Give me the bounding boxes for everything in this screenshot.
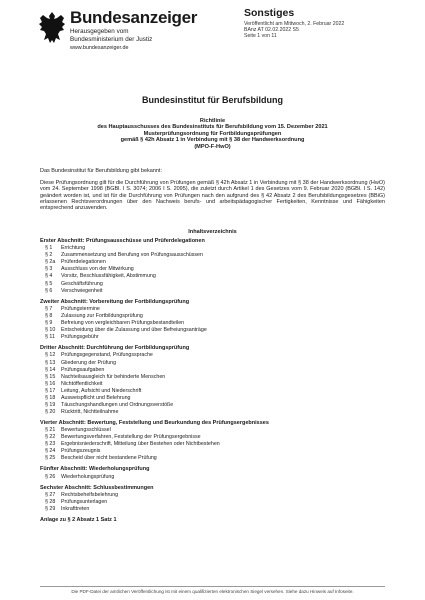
toc-entry[interactable]	[45, 360, 385, 367]
toc-entry[interactable]	[45, 395, 385, 402]
toc-entry-title: Täuschungshandlungen und Ordnungsverstöße	[61, 401, 174, 408]
toc-entry[interactable]	[45, 474, 385, 481]
toc-entry-title: Leitung, Aufsicht und Niederschrift	[61, 387, 142, 394]
toc-entry-number: § 3	[45, 266, 53, 273]
toc-section-heading: Zweiter Abschnitt: Vorbereitung der Fortbildungsprüfung	[40, 298, 190, 305]
toc-entry-number: § 24	[45, 448, 56, 455]
toc-entry-number: § 1	[45, 245, 53, 252]
toc-entry[interactable]	[45, 499, 385, 506]
toc-entry-number: § 25	[45, 455, 56, 462]
toc-annex[interactable]: Anlage zu § 2 Absatz 1 Satz 1	[40, 517, 117, 524]
toc-entry-number: § 5	[45, 280, 53, 287]
toc-entry[interactable]	[45, 266, 385, 273]
title-line: Musterprüfungsordnung für Fortbildungsprüfungen	[143, 130, 282, 137]
toc-entry-title: Ergebnisniederschrift, Mitteilung über Bestehen oder Nichtbestehen	[61, 441, 220, 448]
footer-note: Die PDF-Datei der amtlichen Veröffentlichung ist mit einem qualifizierten elektronischen Siegel versehen. Siehe dazu Hinweis auf Infoseite.	[71, 589, 354, 594]
scope-paragraph: Diese Prüfungsordnung gilt für die Durchführung von Prüfungen gemäß § 42h Absatz 1 in Verbindung mit § 38 der Handwerksordnung (HwO) vom 24. September 1998 (BGBl. I S. 3074; 2006 I S. 2095), die zuletzt durch Artikel 1 des Gesetzes vom 9. Februar 2020 (BGBl. I S. 142) geändert worden ist, und ist für die Durchführung von Prüfungen nach den aufgrund des § 42 Absatz 2 des Berufsbildungsgesetzes (BBiG) erlassenen Rechtsverordnungen über den Nachweis berufs- und arbeitspädagogischer Fertigkeiten, Kenntnisse und Fähigkeiten entsprechend anzuwenden.	[40, 180, 385, 212]
toc-entry-number: § 15	[45, 373, 56, 380]
toc-section-heading: Sechster Abschnitt: Schlussbestimmungen	[40, 484, 154, 491]
toc-entry-title: Befreiung von vergleichbaren Prüfungsbestandteilen	[61, 320, 185, 327]
toc-entry[interactable]	[45, 448, 385, 455]
federal-eagle-logo	[38, 10, 66, 46]
toc-entry-title: Prüferdelegationen	[61, 259, 106, 266]
toc-entry[interactable]	[45, 288, 385, 295]
toc-entry-number: § 4	[45, 273, 53, 280]
toc-entry[interactable]	[45, 427, 385, 434]
toc-entry-title: Wiederholungsprüfung	[61, 473, 115, 480]
toc-entry-title: Zusammensetzung und Berufung von Prüfungsausschüssen	[61, 252, 203, 259]
toc-entry[interactable]	[45, 259, 385, 266]
brand-url-link[interactable]: www.bundesanzeiger.de	[70, 45, 129, 52]
toc-entry[interactable]	[45, 455, 385, 462]
toc-entry-title: Prüfungsgegenstand, Prüfungssprache	[61, 352, 153, 359]
title-line: des Hauptausschusses des Bundesinstituts für Berufsbildung vom 15. Dezember 2021	[97, 124, 328, 131]
toc-section-heading: Erster Abschnitt: Prüfungsausschüsse und Prüferdelegationen	[40, 238, 205, 244]
toc-entry-number: § 9	[45, 320, 53, 327]
brand-title: Bundesanzeiger	[70, 8, 198, 27]
toc-entry[interactable]	[45, 245, 385, 252]
page-indicator: Seite 1 von 11	[244, 33, 277, 40]
toc-entry-title: Geschäftsführung	[61, 280, 103, 287]
toc-entry-number: § 21	[45, 427, 56, 434]
toc-entry-title: Prüfungsaufgaben	[61, 366, 105, 373]
toc-entry-number: § 23	[45, 441, 56, 448]
toc-entry-number: § 2a	[45, 259, 56, 266]
toc-entry[interactable]	[45, 273, 385, 280]
toc-entry-number: § 10	[45, 327, 56, 334]
document-title	[40, 118, 385, 150]
toc-entry-title: Bescheid über nicht bestandene Prüfung	[61, 455, 157, 462]
toc-entry-title: Prüfungsunterlagen	[61, 499, 108, 506]
toc-entry[interactable]	[45, 402, 385, 409]
intro-text: Das Bundesinstitut für Berufsbildung gibt bekannt:	[40, 168, 162, 174]
toc-entry-title: Rechtsbehelfsbelehrung	[61, 492, 119, 499]
toc-entry-number: § 22	[45, 434, 56, 441]
toc-entry-number: § 28	[45, 499, 56, 506]
toc-entry-title: Nachteilsausgleich für behinderte Menschen	[61, 373, 166, 380]
title-line: gemäß § 42h Absatz 1 in Verbindung mit § 38 der Handwerksordnung	[120, 137, 305, 144]
table-of-contents	[40, 238, 385, 524]
toc-heading: Inhaltsverzeichnis	[188, 229, 237, 235]
toc-entry[interactable]	[45, 381, 385, 388]
toc-entry-title: Ausschluss von der Mitwirkung	[61, 266, 134, 273]
issuer-heading: Bundesinstitut für Berufsbildung	[142, 95, 283, 105]
toc-entry-number: § 26	[45, 473, 56, 480]
toc-entry-title: Bewertungsverfahren, Feststellung der Prüfungsergebnisse	[61, 434, 201, 441]
toc-entry-title: Inkrafttreten	[61, 506, 90, 513]
toc-entry-number: § 2	[45, 252, 53, 259]
toc-entry-number: § 17	[45, 387, 56, 394]
publication-reference: BAnz AT 02.02.2022 S5	[244, 27, 299, 34]
brand-block	[70, 9, 197, 52]
toc-entry[interactable]	[45, 320, 385, 327]
toc-section-heading: Dritter Abschnitt: Durchführung der Fortbildungsprüfung	[40, 345, 190, 352]
publication-meta	[244, 7, 404, 40]
toc-entry-number: § 27	[45, 492, 56, 499]
toc-section-heading: Vierter Abschnitt: Bewertung, Feststellung und Beurkundung des Prüfungsergebnisses	[40, 419, 269, 426]
toc-entry-title: Rücktritt, Nichtteilnahme	[61, 408, 119, 415]
toc-entry-title: Zulassung zur Fortbildungsprüfung	[61, 312, 143, 319]
title-line: (MPO-F-HwO)	[194, 143, 231, 150]
toc-entry-title: Bewertungsschlüssel	[61, 427, 111, 434]
toc-entry-number: § 8	[45, 312, 53, 319]
toc-entry-number: § 11	[45, 334, 55, 341]
toc-entry-title: Ausweispflicht und Belehrung	[61, 394, 131, 401]
toc-entry[interactable]	[45, 252, 385, 259]
toc-entry[interactable]	[45, 327, 385, 334]
toc-entry[interactable]	[45, 306, 385, 313]
category-label: Sonstiges	[244, 7, 295, 19]
publication-date: Veröffentlicht am Mittwoch, 2. Februar 2022	[244, 21, 345, 27]
toc-entry-title: Vorsitz, Beschlussfähigkeit, Abstimmung	[61, 273, 156, 280]
toc-entry[interactable]	[45, 492, 385, 499]
toc-entry-number: § 14	[45, 366, 56, 373]
toc-entry[interactable]	[45, 352, 385, 359]
toc-entry-title: Verschwiegenheit	[61, 287, 103, 294]
toc-entry-number: § 16	[45, 380, 56, 387]
toc-entry-number: § 20	[45, 408, 56, 415]
toc-entry-number: § 7	[45, 305, 53, 312]
toc-entry[interactable]	[45, 506, 385, 513]
toc-entry[interactable]	[45, 334, 385, 341]
toc-entry[interactable]	[45, 313, 385, 320]
toc-entry[interactable]	[45, 409, 385, 416]
toc-entry-title: Gliederung der Prüfung	[61, 359, 117, 366]
footer-divider	[40, 586, 385, 587]
toc-section-heading: Fünfter Abschnitt: Wiederholungsprüfung	[40, 466, 150, 473]
toc-entry-title: Prüfungsgebühr	[61, 334, 99, 341]
toc-entry-title: Nichtöffentlichkeit	[61, 380, 103, 387]
toc-entry-number: § 19	[45, 401, 56, 408]
toc-entry[interactable]	[45, 388, 385, 395]
toc-entry[interactable]	[45, 434, 385, 441]
toc-entry-number: § 18	[45, 394, 56, 401]
toc-entry-number: § 12	[45, 352, 56, 359]
title-line: Richtlinie	[199, 118, 226, 124]
toc-entry[interactable]	[45, 374, 385, 381]
brand-subtitle-2: Bundesministerium der Justiz	[70, 36, 153, 44]
toc-entry[interactable]	[45, 281, 385, 288]
toc-entry-title: Prüfungstermine	[61, 305, 100, 312]
toc-entry[interactable]	[45, 441, 385, 448]
toc-entry-title: Errichtung	[61, 245, 86, 252]
toc-entry-title: Entscheidung über die Zulassung und über Befreiungsanträge	[61, 327, 207, 334]
toc-entry-number: § 29	[45, 506, 56, 513]
toc-entry-number: § 13	[45, 359, 56, 366]
toc-entry[interactable]	[45, 367, 385, 374]
brand-subtitle-1: Herausgegeben vom	[70, 28, 129, 35]
toc-entry-title: Prüfungszeugnis	[61, 448, 101, 455]
toc-entry-number: § 6	[45, 287, 53, 294]
